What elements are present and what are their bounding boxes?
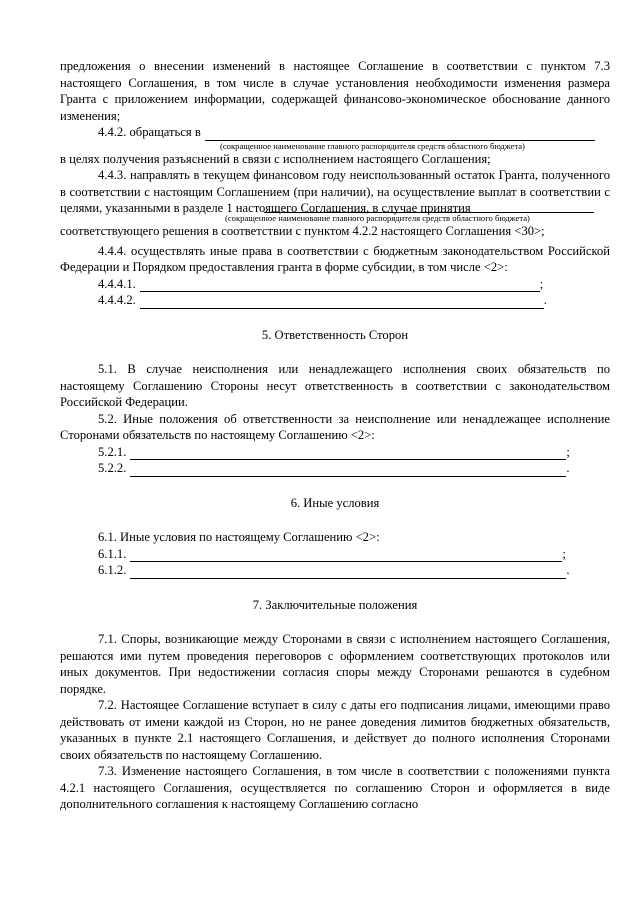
paragraph-4-4-3-cont: соответствующего решения в соответствии с пунктом 4.2.2 настоящего Соглашения <30>; bbox=[60, 224, 545, 238]
blank-line bbox=[130, 566, 566, 579]
item-end: . bbox=[543, 293, 547, 307]
item-label: 6.1.1. bbox=[98, 546, 127, 561]
paragraph-5-1: 5.1. В случае неисполнения или ненадлежащего исполнения своих обязательств по настоящему Соглашению Стороны несут ответственность в соответствии с законодательством Российской Федерации. bbox=[60, 362, 610, 409]
blank-line bbox=[130, 447, 566, 460]
list-item bbox=[60, 546, 610, 563]
item-end: ; bbox=[562, 546, 566, 561]
paragraph-4-4-2 bbox=[60, 124, 610, 141]
paragraph-7-2: 7.2. Настоящее Соглашение вступает в силу с даты его подписания лицами, имеющими право действовать от имени каждой из Сторон, но не ранее доведения лимитов бюджетных обязательств, указанных в пункте 2.1 настоящего Соглашения, и действует до полного исполнения Сторонами своих обязательств по настоящему Соглашению. bbox=[60, 698, 610, 762]
caption-grbs-2: (сокращенное наименование главного распорядителя средств областного бюджета) bbox=[225, 213, 530, 223]
paragraph-5-2: 5.2. Иные положения об ответственности за неисполнение или ненадлежащее исполнение Сторонами обязательств по настоящему Соглашению <2>: bbox=[60, 411, 610, 442]
list-item bbox=[60, 562, 610, 579]
item-label: 4.4.4.1. bbox=[98, 276, 136, 291]
section-6-title: 6. Иные условия bbox=[290, 495, 380, 510]
blank-line bbox=[140, 279, 540, 292]
blank-line bbox=[130, 549, 562, 562]
item-end: . bbox=[566, 461, 570, 475]
paragraph-7-1: 7.1. Споры, возникающие между Сторонами в связи с исполнением настоящего Соглашения, решаются ими путем проведения переговоров с оформлением соответствующих протоколов или иных документов. При недостижении согласия споры между Сторонами решаются в судебном порядке. bbox=[60, 632, 610, 696]
item-label: 4.4.4.2. bbox=[98, 293, 136, 307]
item-label: 5.2.2. bbox=[98, 461, 127, 475]
paragraph-4-4-2-cont: в целях получения разъяснений в связи с исполнением настоящего Соглашения; bbox=[60, 151, 491, 166]
section-5-title: 5. Ответственность Сторон bbox=[261, 327, 409, 342]
item-label: 5.2.1. bbox=[98, 444, 127, 459]
paragraph-4-4-2-label: 4.4.2. обращаться в bbox=[98, 125, 201, 139]
blank-line-4-4-3 bbox=[264, 200, 594, 213]
item-end: . bbox=[566, 563, 570, 577]
caption-grbs-1: (сокращенное наименование главного распорядителя средств областного бюджета) bbox=[220, 140, 525, 151]
list-item bbox=[60, 444, 610, 461]
paragraph-4-4-4: 4.4.4. осуществлять иные права в соответствии с бюджетным законодательством Российской Федерации и Порядком предоставления гранта в форме субсидии, в том числе <2>: bbox=[60, 243, 610, 274]
section-7-title: 7. Заключительные положения bbox=[252, 597, 418, 612]
paragraph-4-4-1-cont: предложения о внесении изменений в настоящее Соглашение в соответствии с пунктом 7.3 настоящего Соглашения, в том числе в случае установления необходимости изменения размера Гранта с приложением информации, содержащей финансово-экономическое обоснование данного изменения; bbox=[60, 59, 610, 123]
blank-line bbox=[140, 296, 544, 309]
blank-line bbox=[130, 464, 566, 477]
list-item bbox=[60, 460, 610, 477]
paragraph-4-4-3: 4.4.3. направлять в текущем финансовом году неиспользованный остаток Гранта, полученного в соответствии с настоящим Соглашением (при наличии), на осуществление выплат в соответствии с целями, указанными в разделе 1 настоящего Соглашения, в случае принятия bbox=[60, 168, 610, 215]
list-item bbox=[60, 276, 610, 293]
blank-line-4-4-2 bbox=[205, 128, 595, 141]
item-end: ; bbox=[566, 444, 570, 459]
item-label: 6.1.2. bbox=[98, 563, 127, 577]
paragraph-6-1: 6.1. Иные условия по настоящему Соглашению <2>: bbox=[98, 530, 380, 544]
item-end: ; bbox=[539, 276, 544, 291]
list-item bbox=[60, 292, 610, 309]
document-page bbox=[60, 58, 610, 813]
paragraph-7-3: 7.3. Изменение настоящего Соглашения, в том числе в соответствии с положениями пункта 4.2.1 настоящего Соглашения, осуществляется по соглашению Сторон и оформляется в виде дополнительного соглашения к настоящему Соглашению согласно bbox=[60, 764, 610, 811]
